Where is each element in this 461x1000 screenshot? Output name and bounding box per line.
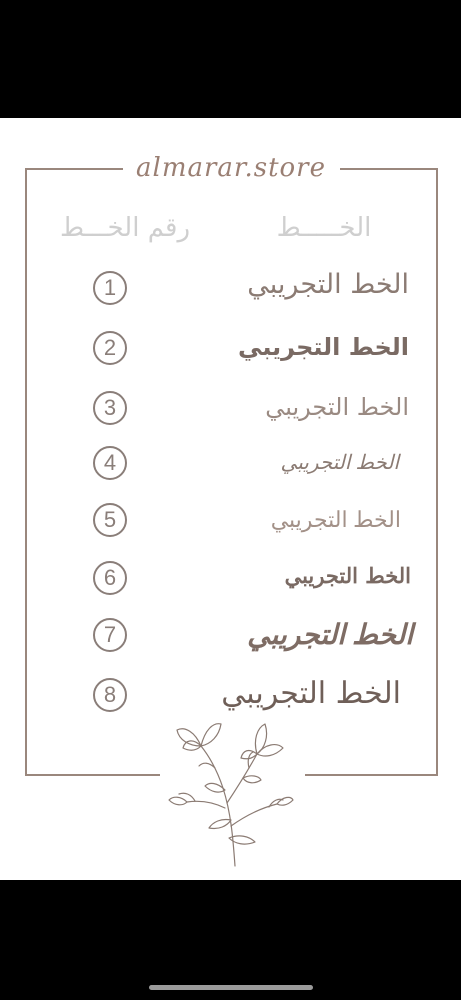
header-font: الخـــــط — [276, 213, 372, 243]
font-row — [0, 551, 461, 607]
font-sample: الخط التجريبي — [247, 620, 413, 651]
header-font-number: رقم الخـــط — [59, 213, 190, 243]
font-number: 6 — [93, 561, 127, 595]
font-sample: الخط التجريبي — [238, 333, 409, 361]
font-number: 7 — [93, 618, 127, 652]
font-sample: الخط التجريبي — [221, 676, 401, 711]
font-sample: الخط التجريبي — [270, 507, 401, 532]
font-row — [0, 493, 461, 549]
font-sample: الخط التجريبي — [247, 269, 409, 300]
frame-bottom-left — [25, 774, 160, 776]
font-number: 8 — [93, 678, 127, 712]
font-sample: الخط التجريبي — [284, 563, 411, 588]
brand-name: almarar.store — [132, 148, 330, 188]
font-sample: الخط التجريبي — [280, 452, 399, 474]
frame-bottom-right — [305, 774, 438, 776]
font-row — [0, 321, 461, 377]
font-number: 5 — [93, 503, 127, 537]
font-number: 3 — [93, 391, 127, 425]
font-row — [0, 381, 461, 437]
flower-branch-icon — [165, 708, 295, 868]
font-row — [0, 261, 461, 317]
font-catalog-card — [0, 118, 461, 880]
home-indicator[interactable] — [149, 985, 313, 990]
font-sample: الخط التجريبي — [265, 393, 409, 421]
font-row — [0, 608, 461, 664]
font-number: 1 — [93, 271, 127, 305]
font-number: 2 — [93, 331, 127, 365]
frame-top-left — [25, 168, 123, 170]
font-number: 4 — [93, 446, 127, 480]
font-row — [0, 436, 461, 492]
frame-top-right — [340, 168, 438, 170]
